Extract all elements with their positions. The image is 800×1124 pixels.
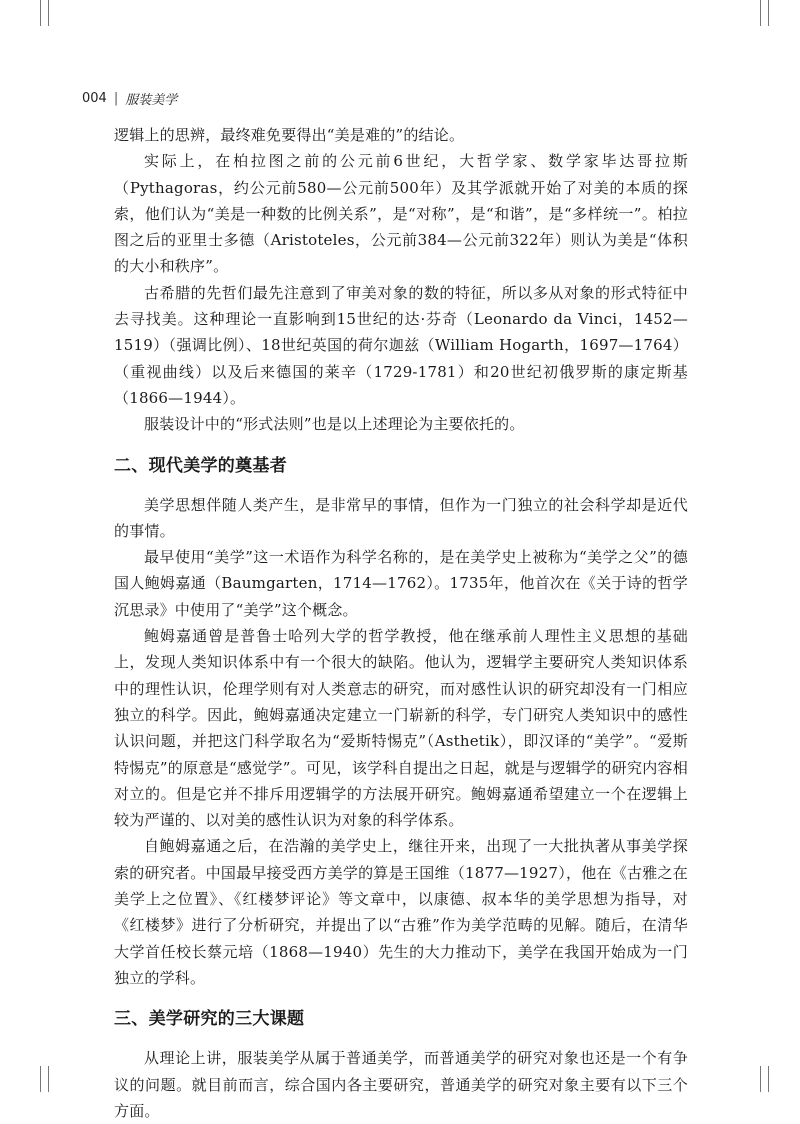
crop-mark-top-left-vertical-2 <box>48 0 49 26</box>
paragraph: 鲍姆嘉通曾是普鲁士哈列大学的哲学教授，他在继承前人理性主义思想的基础上，发现人类知识体系中有一个很大的缺陷。他认为，逻辑学主要研究人类知识体系中的理性认识，伦理学则有对人类意志的研究，而对感性认识的研究却没有一门相应独立的科学。因此，鲍姆嘉通决定建立一门崭新的科学，专门研究人类知识中的感性认识问题，并把这门科学取名为“爱斯特惕克”（Asthetik），即汉译的“美学”。“爱斯特惕克”的原意是“感觉学”。可见，该学科自提出之日起，就是与逻辑学的研究内容相对立的。但是它并不排斥用逻辑学的方法展开研究。鲍姆嘉通希望建立一个在逻辑上较为严谨的、以对美的感性认识为对象的科学体系。 <box>114 627 688 830</box>
crop-mark-top-right-vertical-2 <box>768 0 769 26</box>
paragraph: 实际上，在柏拉图之前的公元前6世纪，大哲学家、数学家毕达哥拉斯（Pythagoras，约公元前580—公元前500年）及其学派就开始了对美的本质的探索，他们认为“美是一种数的比例关系”，是“对称”，是“和谐”，是“多样统一”。柏拉图之后的亚里士多德（Aristoteles，公元前384—公元前322年）则认为美是“体积的大小和秩序”。 <box>114 152 688 276</box>
running-header <box>82 89 177 108</box>
paragraph: 服装设计中的“形式法则”也是以上述理论为主要依托的。 <box>144 415 525 434</box>
paragraph: 自鲍姆嘉通之后，在浩瀚的美学史上，继往开来，出现了一大批执著从事美学探索的研究者。中国最早接受西方美学的算是王国维（1877—1927），他在《古雅之在美学上之位置》、《红楼梦评论》等文章中，以康德、叔本华的美学思想为指导，对《红楼梦》进行了分析研究，并提出了以“古雅”作为美学范畴的见解。随后，在清华大学首任校长蔡元培（1868—1940）先生的大力推动下，美学在我国开始成为一门独立的学科。 <box>114 837 688 987</box>
book-title: 服装美学 <box>125 93 178 108</box>
section-heading-3: 三、美学研究的三大课题 <box>114 1009 305 1030</box>
crop-mark-bottom-left-vertical <box>40 1066 41 1092</box>
crop-mark-bottom-right-vertical <box>760 1066 761 1092</box>
paragraph: 美学思想伴随人类产生，是非常早的事情，但作为一门独立的社会科学却是近代的事情。 <box>114 495 688 540</box>
section-heading-2: 二、现代美学的奠基者 <box>114 455 287 476</box>
crop-mark-top-right-vertical <box>760 0 761 26</box>
page-number: 004 <box>82 91 107 106</box>
paragraph-continuation: 逻辑上的思辨，最终难免要得出“美是难的”的结论。 <box>114 126 465 144</box>
paragraph: 从理论上讲，服装美学从属于普通美学，而普通美学的研究对象也还是一个有争议的问题。就目前而言，综合国内各主要研究，普通美学的研究对象主要有以下三个方面。 <box>114 1049 688 1120</box>
header-separator: | <box>113 91 119 106</box>
paragraph: 古希腊的先哲们最先注意到了审美对象的数的特征，所以多从对象的形式特征中去寻找美。这种理论一直影响到15世纪的达·芬奇（Leonardo da Vinci，1452—1519）（强调比例）、18世纪英国的荷尔迦兹（William Hogarth，1697—1764）（重视曲线）以及后来德国的莱辛（1729-1781）和20世纪初俄罗斯的康定斯基（1866—1944）。 <box>114 283 688 407</box>
crop-mark-bottom-left-vertical-2 <box>48 1066 49 1092</box>
page-body <box>114 122 688 1124</box>
crop-mark-top-left-vertical <box>40 0 41 26</box>
paragraph: 最早使用“美学”这一术语作为科学名称的，是在美学史上被称为“美学之父”的德国人鲍姆嘉通（Baumgarten，1714—1762）。1735年，他首次在《关于诗的哲学沉思录》中使用了“美学”这个概念。 <box>114 548 688 619</box>
crop-mark-bottom-right-vertical-2 <box>768 1066 769 1092</box>
